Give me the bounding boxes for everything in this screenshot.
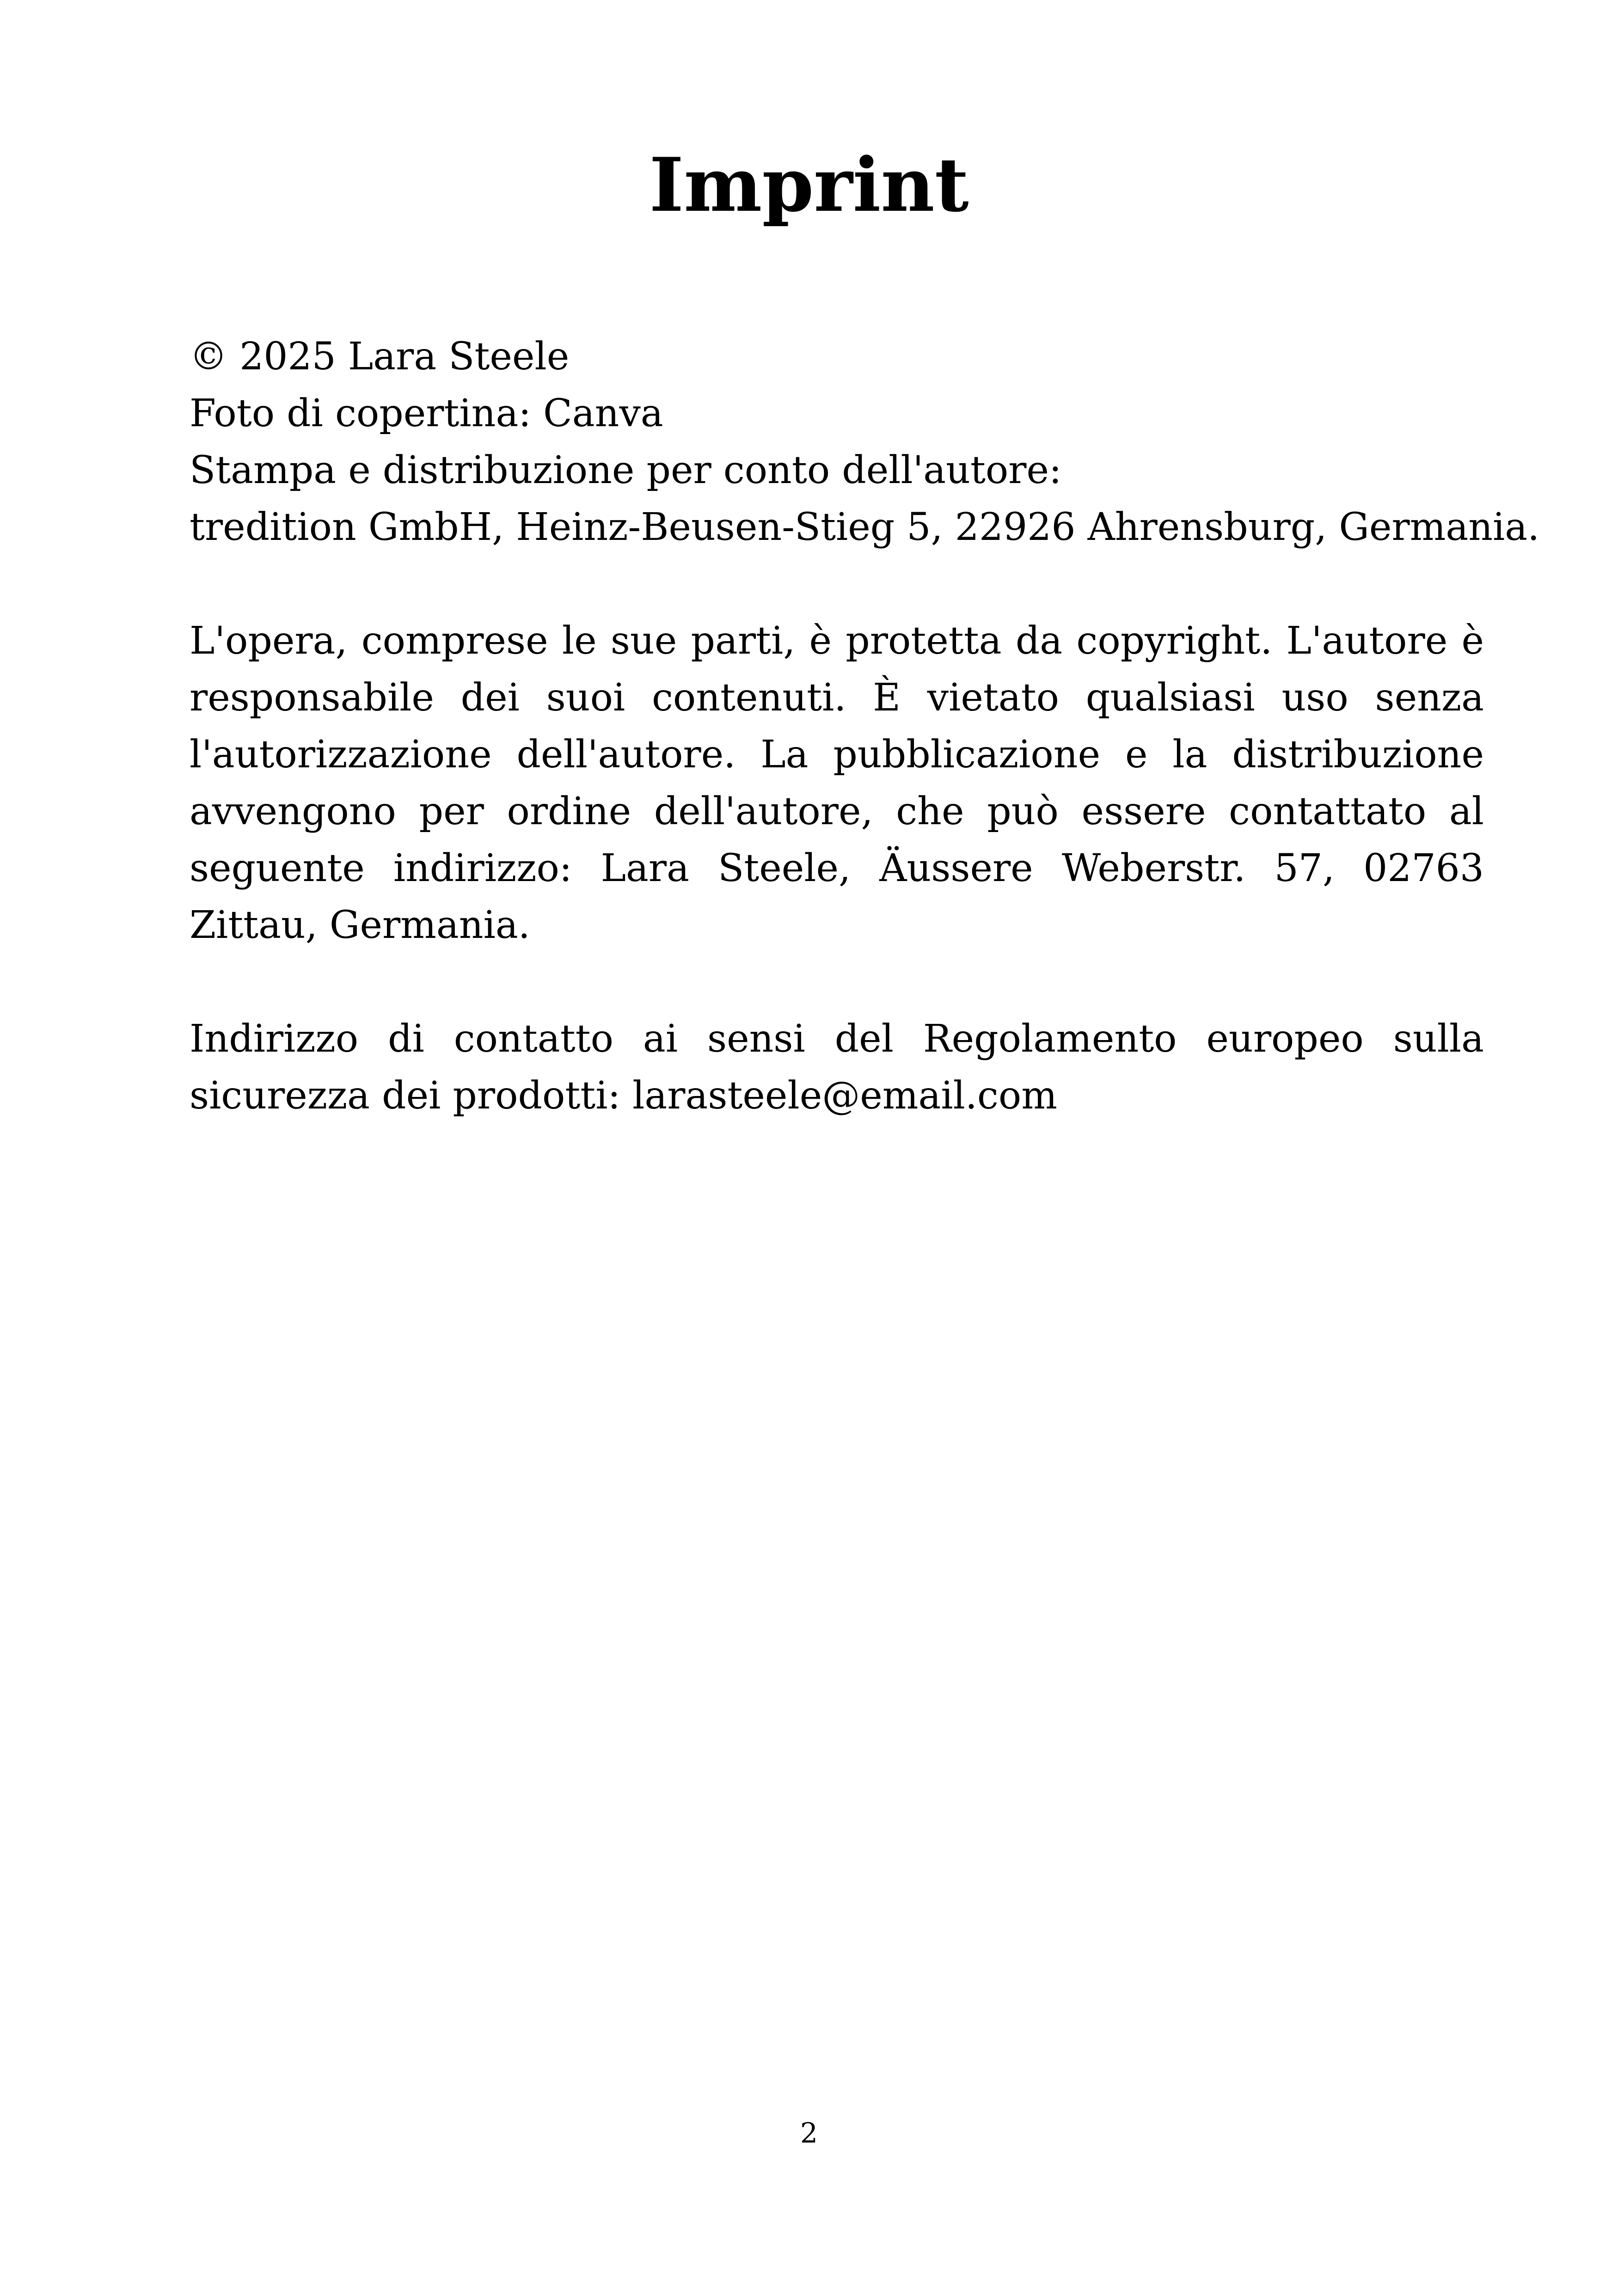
- copyright-line: © 2025 Lara Steele: [190, 335, 570, 379]
- copyright-notice-paragraph: L'opera, comprese le sue parti, è protetta da copyright. L'autore è responsabile dei suoi contenuti. È vietato qualsiasi uso senza l'autorizzazione dell'autore. La pubblicazione e la distribuzione avvengono per ordine dell'autore, che può essere contattato al seguente indirizzo: Lara Steele, Äussere Weberstr. 57, 02763 Zittau, Germania.: [190, 619, 1484, 947]
- imprint-content: [190, 328, 1540, 1162]
- print-distribution-line: Stampa e distribuzione per conto dell'autore:: [190, 448, 1062, 492]
- cover-photo-credit: Foto di copertina: Canva: [190, 392, 663, 435]
- page-title: Imprint: [649, 141, 969, 228]
- publisher-address: tredition GmbH, Heinz-Beusen-Stieg 5, 22926 Ahrensburg, Germania.: [190, 505, 1540, 549]
- page-number: 2: [800, 2117, 818, 2149]
- contact-paragraph: Indirizzo di contatto ai sensi del Regolamento europeo sulla sicurezza dei prodotti: larasteele@email.com: [190, 1017, 1484, 1118]
